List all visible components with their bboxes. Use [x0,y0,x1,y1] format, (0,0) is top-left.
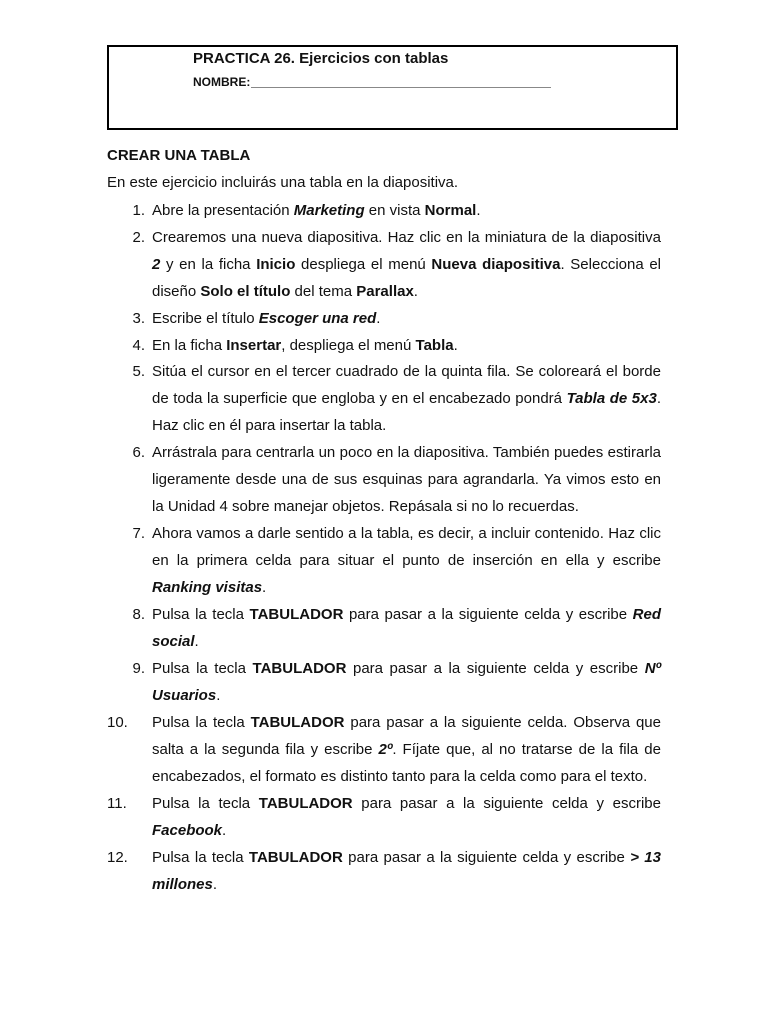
step-text: Pulsa la tecla [152,795,259,812]
step-emphasis: Parallax [356,283,414,300]
step-text: . [413,283,418,300]
step-text: Pulsa la tecla [152,606,250,623]
step-text: . [262,579,267,596]
step-text: en vista [364,202,425,219]
step-number: 3. [132,310,145,327]
step-item [107,844,661,898]
step-text: . Fíjate que, al no tratarse de la fila de encabezados, el formato es distinto tanto para la celda como para el texto. [152,741,661,785]
step-emphasis: Escoger una red [258,310,377,327]
step-text: y en la ficha [160,256,257,273]
step-text: . [222,822,227,839]
step-number: 10. [107,714,128,731]
step-item [107,709,661,790]
step-number: 6. [132,444,145,461]
step-text: . [212,876,218,893]
step-number: 7. [132,525,145,542]
step-emphasis: TABULADOR [248,849,343,866]
step-item [107,358,661,439]
step-text: para pasar a la siguiente celda y escribe [352,795,661,812]
step-text: Crearemos una nueva diapositiva. Haz clic en la miniatura de la diapositiva [152,229,661,246]
step-item [107,197,661,224]
step-emphasis: Nueva diapositiva [431,256,561,273]
step-text: . [216,687,221,704]
step-text: . [376,310,381,327]
step-text: despliega el menú [295,256,432,273]
step-number: 1. [132,202,145,219]
step-number: 2. [132,229,145,246]
step-text: . Selecciona el diseño [152,256,662,300]
step-text: Escribe el título [152,310,259,327]
step-text: Pulsa la tecla [152,660,253,677]
step-text: para pasar a la siguiente celda y escribe [346,660,645,677]
step-emphasis: > 13 millones [152,849,661,893]
step-text: del tema [290,283,357,300]
step-item [107,520,661,601]
step-text: Sitúa el cursor en el tercer cuadrado de la quinta fila. Se coloreará el borde de toda la superficie que engloba y en el encabezado pondrá [152,363,661,407]
step-emphasis: 2 [152,256,161,273]
step-text: , despliega el menú [281,337,416,354]
section-intro: En este ejercicio incluirás una tabla en la diapositiva. [107,174,459,191]
step-emphasis: Normal [424,202,477,219]
step-number: 4. [132,337,145,354]
step-item [107,601,661,655]
step-emphasis: TABULADOR [250,714,345,731]
step-number: 8. [132,606,145,623]
step-text: Arrástrala para centrarla un poco en la diapositiva. También puedes estirarla ligeramente desde una de sus esquinas para agrandarla. Ya vimos esto en la Unidad 4 sobre manejar objetos. Repásala si no lo recuerdas. [152,444,661,515]
step-emphasis: TABULADOR [252,660,347,677]
step-emphasis: Red social [152,606,661,650]
step-emphasis: Tabla de 5x3 [566,390,657,407]
step-item [107,790,661,844]
header-box [107,45,678,130]
step-text: Pulsa la tecla [152,714,251,731]
step-emphasis: Nº Usuarios [152,660,662,704]
step-emphasis: Facebook [152,822,223,839]
step-emphasis: TABULADOR [249,606,344,623]
step-text: . [476,202,481,219]
step-emphasis: Tabla [415,337,454,354]
section-title: CREAR UNA TABLA [107,147,251,164]
steps-list [107,197,661,898]
step-number: 9. [132,660,145,677]
step-item [107,224,661,305]
step-number: 12. [107,849,128,866]
step-emphasis: Insertar [226,337,282,354]
step-text: para pasar a la siguiente celda y escribe [343,606,633,623]
step-text: para pasar a la siguiente celda y escribe [342,849,631,866]
step-text: En la ficha [152,337,227,354]
page-title: PRACTICA 26. Ejercicios con tablas [193,50,449,67]
step-item [107,655,661,709]
step-number: 5. [132,363,145,380]
step-item [107,332,661,359]
step-text: . [194,633,199,650]
step-number: 11. [107,795,127,812]
name-label: NOMBRE: [193,75,251,89]
step-item [107,305,661,332]
step-text: . [453,337,458,354]
step-text: Ahora vamos a darle sentido a la tabla, es decir, a incluir contenido. Haz clic en la primera celda para situar el punto de inserción en ella y escribe [152,525,661,569]
step-text: Abre la presentación [152,202,294,219]
step-item [107,439,661,520]
name-field [193,75,551,89]
step-emphasis: 2º [378,741,393,758]
step-emphasis: Marketing [293,202,365,219]
name-blank-line [251,87,551,88]
step-emphasis: Solo el título [200,283,291,300]
step-emphasis: Ranking visitas [152,579,263,596]
step-emphasis: Inicio [256,256,296,273]
step-text: . Haz clic en él para insertar la tabla. [152,390,661,434]
step-text: para pasar a la siguiente celda. Observa que salta a la segunda fila y escribe [152,714,661,758]
step-text: Pulsa la tecla [152,849,249,866]
step-emphasis: TABULADOR [258,795,353,812]
